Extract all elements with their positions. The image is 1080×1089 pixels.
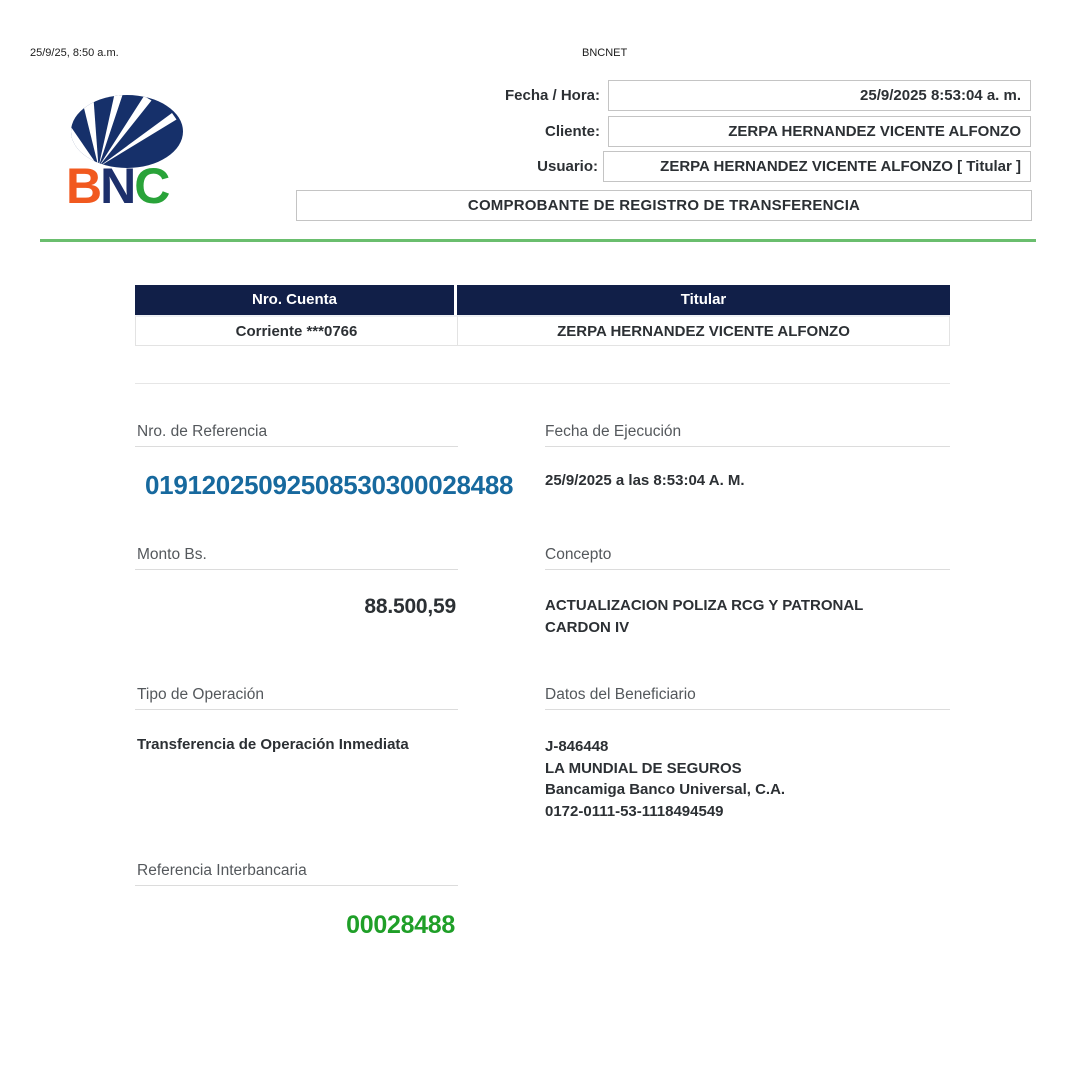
print-page-title: BNCNET [582,47,628,59]
print-datetime: 25/9/25, 8:50 a.m. [30,47,119,59]
execution-date: 25/9/2025 a las 8:53:04 A. M. [545,472,745,489]
beneficiario-label: Datos del Beneficiario [545,686,696,703]
fecha-hora-value: 25/9/2025 8:53:04 a. m. [608,80,1031,111]
account-table-header-nro-cuenta: Nro. Cuenta [135,285,457,315]
bnc-logo [66,94,216,214]
account-number-cell: Corriente ***0766 [135,315,457,346]
fecha-ejecucion-underline [545,446,950,447]
referencia-underline [135,446,458,447]
tipo-operacion-underline [135,709,458,710]
bnc-logo-text [66,158,216,214]
operation-type-value: Transferencia de Operación Inmediata [137,736,409,753]
referencia-interbancaria-label: Referencia Interbancaria [137,862,307,879]
usuario-value: ZERPA HERNANDEZ VICENTE ALFONZO [ Titular ] [603,151,1031,182]
logo-letter-b: B [66,158,101,214]
fecha-ejecucion-label: Fecha de Ejecución [545,423,682,440]
monto-label: Monto Bs. [137,546,207,563]
beneficiario-underline [545,709,950,710]
fecha-hora-label: Fecha / Hora: [504,87,600,104]
tipo-operacion-label: Tipo de Operación [137,686,264,703]
account-table [135,285,950,346]
logo-letter-c: C [134,158,169,214]
interbank-reference-number: 00028488 [346,911,455,939]
reference-number: 01912025092508530300028488 [145,470,514,500]
beneficiary-account: 0172-0111-53-1118494549 [545,802,724,820]
amount-value: 88.500,59 [364,595,456,618]
referencia-label: Nro. de Referencia [137,423,268,440]
account-table-header-titular: Titular [457,285,950,315]
table-row [135,315,950,346]
account-table-header-row [135,285,950,315]
logo-letter-n: N [100,158,135,214]
beneficiary-id: J-846448 [545,738,609,755]
referencia-interbancaria-underline [135,885,458,886]
beneficiary-bank: Bancamiga Banco Universal, C.A. [545,781,786,798]
beneficiary-name: LA MUNDIAL DE SEGUROS [545,759,742,777]
beneficiary-details [545,736,785,822]
concepto-underline [545,569,950,570]
cliente-value: ZERPA HERNANDEZ VICENTE ALFONZO [608,116,1031,147]
cliente-label: Cliente: [544,123,600,140]
monto-underline [135,569,458,570]
green-divider [40,239,1036,242]
usuario-label: Usuario: [537,158,598,175]
concepto-label: Concepto [545,546,612,563]
section-divider [135,383,950,384]
account-holder-cell: ZERPA HERNANDEZ VICENTE ALFONZO [457,315,950,346]
document-title: COMPROBANTE DE REGISTRO DE TRANSFERENCIA [296,190,1032,221]
concept-value: ACTUALIZACION POLIZA RCG Y PATRONAL CARDON IV [545,597,864,636]
